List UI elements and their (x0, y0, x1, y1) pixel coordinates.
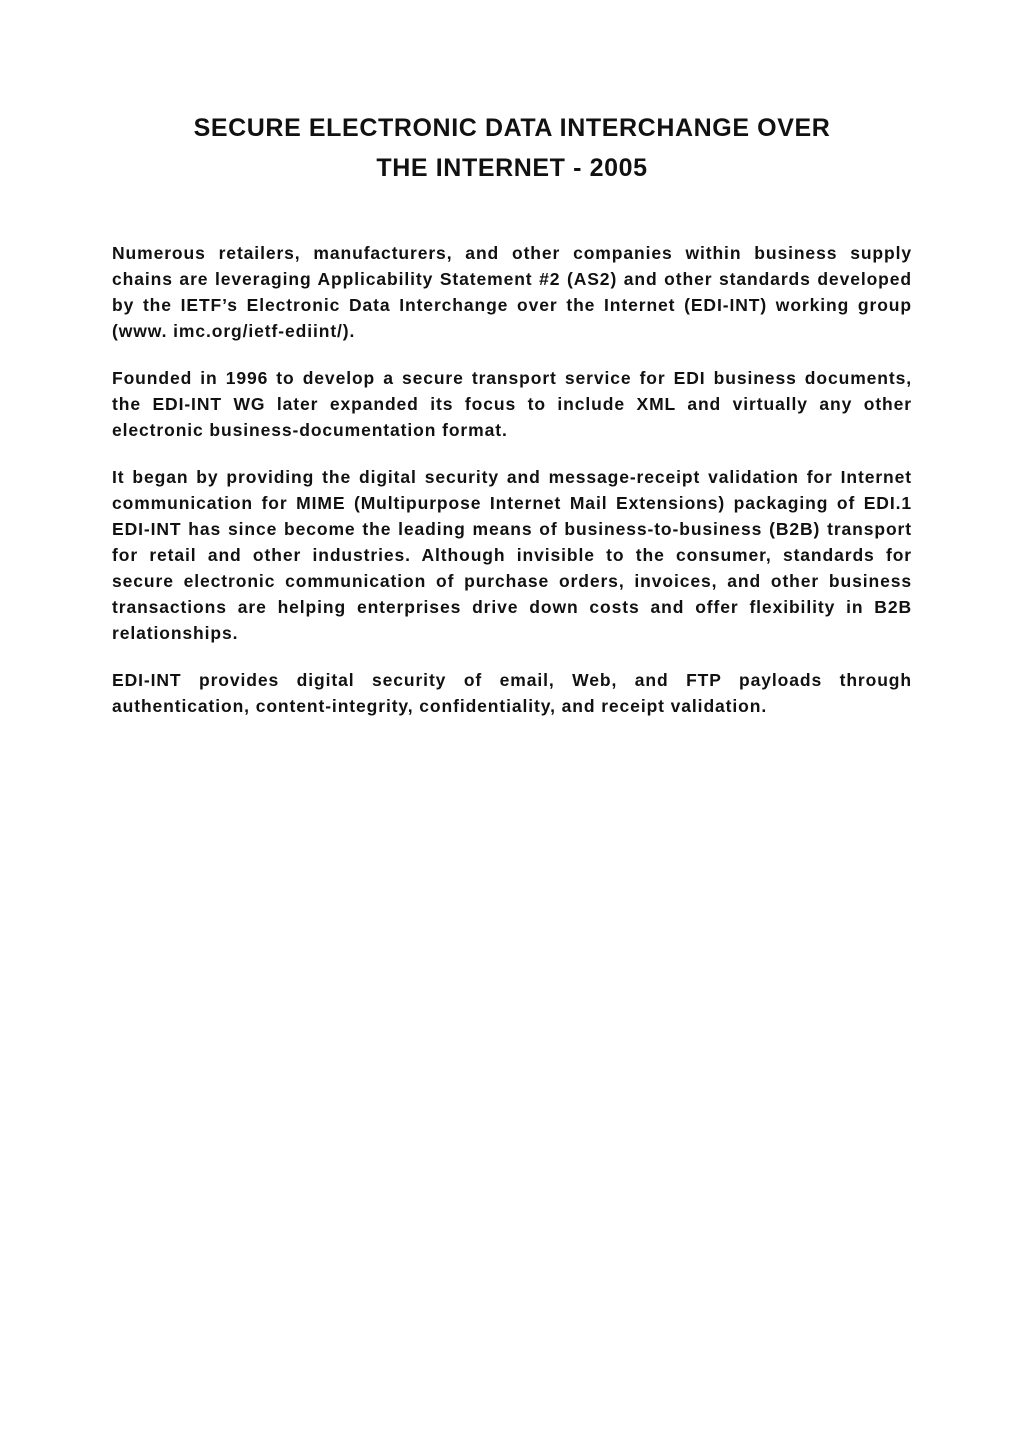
title-line-1: SECURE ELECTRONIC DATA INTERCHANGE OVER (193, 114, 831, 142)
paragraph-security-summary: EDI-INT provides digital security of email, Web, and FTP payloads through authentication, content-integrity, confidentiality, and receipt validation. (112, 670, 912, 716)
paragraph-mime-b2b: It began by providing the digital security and message-receipt validation for Internet communication for MIME (Multipurpose Internet Mail Extensions) packaging of EDI.1 EDI-INT has since become the leading means of business-to-business (B2B) transport for retail and other industries. Although invisible to the consumer, standards for secure electronic communication of purchase orders, invoices, and other business transactions are helping enterprises drive down costs and offer flexibility in B2B relationships. (112, 467, 912, 643)
document-title (112, 108, 912, 188)
title-line-2: THE INTERNET - 2005 (376, 154, 648, 182)
paragraph-as2-overview: Numerous retailers, manufacturers, and other companies within business supply chains are leveraging Applicability Statement #2 (AS2) and other standards developed by the IETF’s Electronic Data Interchange over the Internet (EDI-INT) working group (www. imc.org/ietf-ediint/). (112, 243, 912, 341)
document-body (112, 240, 912, 740)
paragraph-founding: Founded in 1996 to develop a secure transport service for EDI business documents, the EDI-INT WG later expanded its focus to include XML and virtually any other electronic business-documentation format. (112, 368, 912, 440)
